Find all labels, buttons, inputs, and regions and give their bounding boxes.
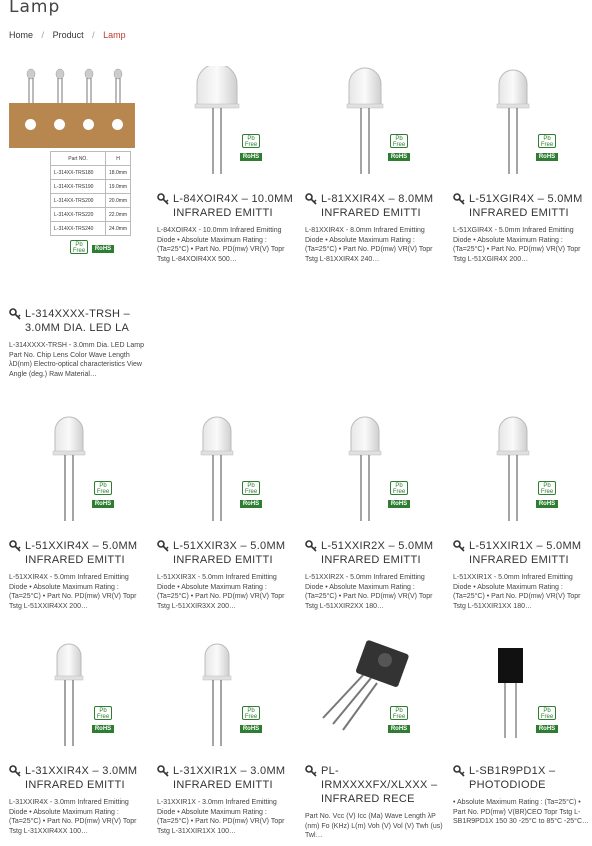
- product-card[interactable]: [157, 66, 297, 264]
- table-cell: 18.0mm: [106, 166, 131, 180]
- table-row: [51, 166, 131, 180]
- breadcrumb-home-link[interactable]: Home: [9, 30, 34, 40]
- product-description: L-51XXIR3X - 5.0mm Infrared Emitting Diode • Absolute Maximum Rating : (Ta=25°C) • Part No. PD(mw) VR(V) Topr Tstg L-51XXIR3XX 200…: [157, 574, 285, 610]
- pb-free-badge: Pb Free: [240, 481, 262, 495]
- key-icon: [453, 765, 465, 777]
- product-description: L-51XXIR4X - 5.0mm Infrared Emitting Diode • Absolute Maximum Rating : (Ta=25°C) • Part No. PD(mw) VR(V) Topr Tstg L-51XXIR4XX 200…: [9, 574, 137, 610]
- rohs-badge: RoHS: [240, 152, 262, 161]
- product-description: L-314XXXX-TRSH - 3.0mm Dia. LED Lamp Part No. Chip Lens Color Wave Length λD(nm) Electro-optical characteristics View Angle (deg.) Raw Material…: [9, 342, 144, 378]
- led-image: [9, 638, 149, 748]
- product-description: L-81XXIR4X - 8.0mm Infrared Emitting Diode • Absolute Maximum Rating : (Ta=25°C) • Part No. PD(mw) VR(V) Topr Tstg L-81XXIR4X 240…: [305, 227, 433, 263]
- tape-spec-table: [50, 151, 131, 236]
- product-title: L-51XGIR4X – 5.0MM INFRARED EMITTI: [469, 193, 583, 219]
- pb-free-badge: Pb Free: [388, 706, 410, 720]
- table-header-row: [51, 152, 131, 166]
- table-cell: L-314XX-TRS200: [51, 194, 106, 208]
- tape-hole: [112, 119, 123, 130]
- pb-free-badge: Pb Free: [68, 240, 90, 254]
- key-icon: [305, 193, 317, 205]
- table-cell: L-314XX-TRS190: [51, 180, 106, 194]
- product-title: L-51XXIR4X – 5.0MM INFRARED EMITTI: [25, 540, 138, 566]
- product-image[interactable]: [453, 413, 592, 528]
- key-icon: [157, 765, 169, 777]
- product-card[interactable]: [453, 413, 592, 611]
- ir-receiver-image: [305, 638, 445, 748]
- page-title: Lamp: [9, 0, 61, 17]
- table-cell: L-314XX-TRS240: [51, 222, 106, 236]
- breadcrumb-product-link[interactable]: Product: [52, 30, 84, 40]
- pb-free-badge: Pb Free: [536, 706, 558, 720]
- table-cell: L-314XX-TRS180: [51, 166, 106, 180]
- product-card[interactable]: [453, 66, 592, 264]
- pb-free-badge: Pb Free: [536, 134, 558, 148]
- product-title: L-81XXIR4X – 8.0MM INFRARED EMITTI: [321, 193, 434, 219]
- pb-free-badge: Pb Free: [536, 481, 558, 495]
- table-row: [51, 180, 131, 194]
- product-description: L-51XXIR1X - 5.0mm Infrared Emitting Diode • Absolute Maximum Rating : (Ta=25°C) • Part No. PD(mw) VR(V) Topr Tstg L-51XXIR1XX 180…: [453, 574, 581, 610]
- rohs-badge: RoHS: [240, 724, 262, 733]
- breadcrumb-separator: /: [41, 30, 45, 40]
- table-row: [51, 222, 131, 236]
- product-title-link[interactable]: [305, 192, 445, 220]
- pb-free-badge: Pb Free: [388, 481, 410, 495]
- led-image: [157, 413, 297, 523]
- product-title: L-31XXIR4X – 3.0MM INFRARED EMITTI: [25, 765, 138, 791]
- key-icon: [157, 540, 169, 552]
- pb-free-badge: Pb Free: [388, 134, 410, 148]
- rohs-badge: RoHS: [388, 724, 410, 733]
- tape-strip: [9, 103, 135, 148]
- product-image[interactable]: [305, 413, 445, 528]
- product-image[interactable]: [157, 638, 297, 753]
- product-card[interactable]: [305, 638, 445, 841]
- led-image: [453, 413, 592, 523]
- product-description: L-84XOIR4X - 10.0mm Infrared Emitting Diode • Absolute Maximum Rating : (Ta=25°C) • Part No. PD(mw) VR(V) Topr Tstg L-84XOIR4XX 500…: [157, 227, 285, 263]
- product-description: L-31XXIR1X - 3.0mm Infrared Emitting Diode • Absolute Maximum Rating : (Ta=25°C) • Part No. PD(mw) VR(V) Topr Tstg L-31XXIR1XX 100…: [157, 799, 285, 835]
- table-row: [51, 194, 131, 208]
- product-card[interactable]: [9, 413, 149, 611]
- rohs-badge: RoHS: [388, 152, 410, 161]
- product-title: L-84XOIR4X – 10.0MM INFRARED EMITTI: [173, 193, 294, 219]
- product-card[interactable]: [305, 66, 445, 264]
- rohs-badge: RoHS: [388, 499, 410, 508]
- product-image[interactable]: [453, 638, 592, 753]
- product-title-link[interactable]: [9, 764, 149, 792]
- breadcrumb-current: Lamp: [103, 30, 126, 40]
- table-header-cell: Part NO.: [51, 152, 106, 166]
- product-image[interactable]: [9, 638, 149, 753]
- key-icon: [9, 540, 21, 552]
- key-icon: [453, 540, 465, 552]
- product-image[interactable]: [157, 413, 297, 528]
- product-description: Part No. Vcc (V) Icc (Ma) Wave Length λP (nm) Fo (KHz) L(m) Voh (V) Vol (V) Twh (us) Twl…: [305, 813, 443, 839]
- rohs-badge: RoHS: [92, 724, 114, 733]
- product-title: L-314XXXX-TRSH – 3.0MM DIA. LED LA: [25, 308, 131, 334]
- led-image: [305, 66, 445, 176]
- key-icon: [305, 765, 317, 777]
- product-title-link[interactable]: [157, 192, 297, 220]
- product-title: L-51XXIR1X – 5.0MM INFRARED EMITTI: [469, 540, 582, 566]
- product-card[interactable]: [9, 307, 149, 379]
- product-title: L-51XXIR3X – 5.0MM INFRARED EMITTI: [173, 540, 286, 566]
- product-card[interactable]: [453, 638, 592, 827]
- key-icon: [453, 193, 465, 205]
- led-image: [453, 66, 592, 176]
- product-card[interactable]: [157, 638, 297, 836]
- product-title-link[interactable]: [9, 539, 149, 567]
- product-description: • Absolute Maximum Rating : (Ta=25°C) • Part No. PD(mw) V(BR)CEO Topr Tstg L-SB1R9PD1X 150 30 -25°C to 85°C -25°C…: [453, 799, 590, 825]
- product-image[interactable]: [9, 413, 149, 528]
- product-image[interactable]: [305, 638, 445, 753]
- product-image[interactable]: [453, 66, 592, 181]
- product-title: PL-IRMXXXXFX/XLXXX – INFRARED RECE: [321, 765, 438, 805]
- key-icon: [9, 765, 21, 777]
- key-icon: [305, 540, 317, 552]
- pb-free-badge: Pb Free: [92, 481, 114, 495]
- product-description: L-51XXIR2X - 5.0mm Infrared Emitting Diode • Absolute Maximum Rating : (Ta=25°C) • Part No. PD(mw) VR(V) Topr Tstg L-51XXIR2XX 180…: [305, 574, 433, 610]
- pb-free-badge: Pb Free: [92, 706, 114, 720]
- product-title: L-51XXIR2X – 5.0MM INFRARED EMITTI: [321, 540, 434, 566]
- product-card[interactable]: [305, 413, 445, 611]
- pb-free-badge: Pb Free: [240, 706, 262, 720]
- product-description: L-31XXIR4X - 3.0mm Infrared Emitting Diode • Absolute Maximum Rating : (Ta=25°C) • Part No. PD(mw) VR(V) Topr Tstg L-31XXIR4XX 100…: [9, 799, 137, 835]
- led-image: [9, 413, 149, 523]
- product-card[interactable]: [157, 413, 297, 611]
- led-leads-image: [9, 66, 139, 106]
- photodiode-image: [453, 638, 592, 748]
- rohs-badge: RoHS: [92, 499, 114, 508]
- product-image[interactable]: [305, 66, 445, 181]
- pb-free-badge: Pb Free: [240, 134, 262, 148]
- table-cell: L-314XX-TRS220: [51, 208, 106, 222]
- product-title-link[interactable]: [305, 539, 445, 567]
- breadcrumb: [9, 30, 126, 40]
- product-title-link[interactable]: [453, 539, 592, 567]
- table-cell: 19.0mm: [106, 180, 131, 194]
- tape-hole: [25, 119, 36, 130]
- rohs-badge: RoHS: [536, 724, 558, 733]
- led-image: [157, 66, 297, 176]
- table-cell: 24.0mm: [106, 222, 131, 236]
- product-title-link[interactable]: [9, 307, 149, 335]
- table-row: [51, 208, 131, 222]
- product-description: L-51XGIR4X - 5.0mm Infrared Emitting Diode • Absolute Maximum Rating : (Ta=25°C) • Part No. PD(mw) VR(V) Topr Tstg L-51XGIR4X 200…: [453, 227, 581, 263]
- led-image: [305, 413, 445, 523]
- table-header-cell: H: [106, 152, 131, 166]
- rohs-badge: RoHS: [536, 152, 558, 161]
- product-title-link[interactable]: [157, 764, 297, 792]
- key-icon: [157, 193, 169, 205]
- rohs-badge: RoHS: [240, 499, 262, 508]
- led-image: [157, 638, 297, 748]
- product-title: L-31XXIR1X – 3.0MM INFRARED EMITTI: [173, 765, 286, 791]
- tape-hole: [83, 119, 94, 130]
- product-title-link[interactable]: [453, 192, 592, 220]
- table-cell: 20.0mm: [106, 194, 131, 208]
- product-title: L-SB1R9PD1X – PHOTODIODE: [469, 765, 556, 791]
- product-title-link[interactable]: [453, 764, 592, 792]
- rohs-badge: RoHS: [536, 499, 558, 508]
- product-title-link[interactable]: [305, 764, 445, 806]
- product-card[interactable]: [9, 638, 149, 836]
- breadcrumb-separator: /: [92, 30, 95, 40]
- product-image[interactable]: [157, 66, 297, 181]
- rohs-badge: RoHS: [92, 244, 114, 253]
- product-title-link[interactable]: [157, 539, 297, 567]
- table-cell: 22.0mm: [106, 208, 131, 222]
- key-icon: [9, 308, 21, 320]
- tape-hole: [54, 119, 65, 130]
